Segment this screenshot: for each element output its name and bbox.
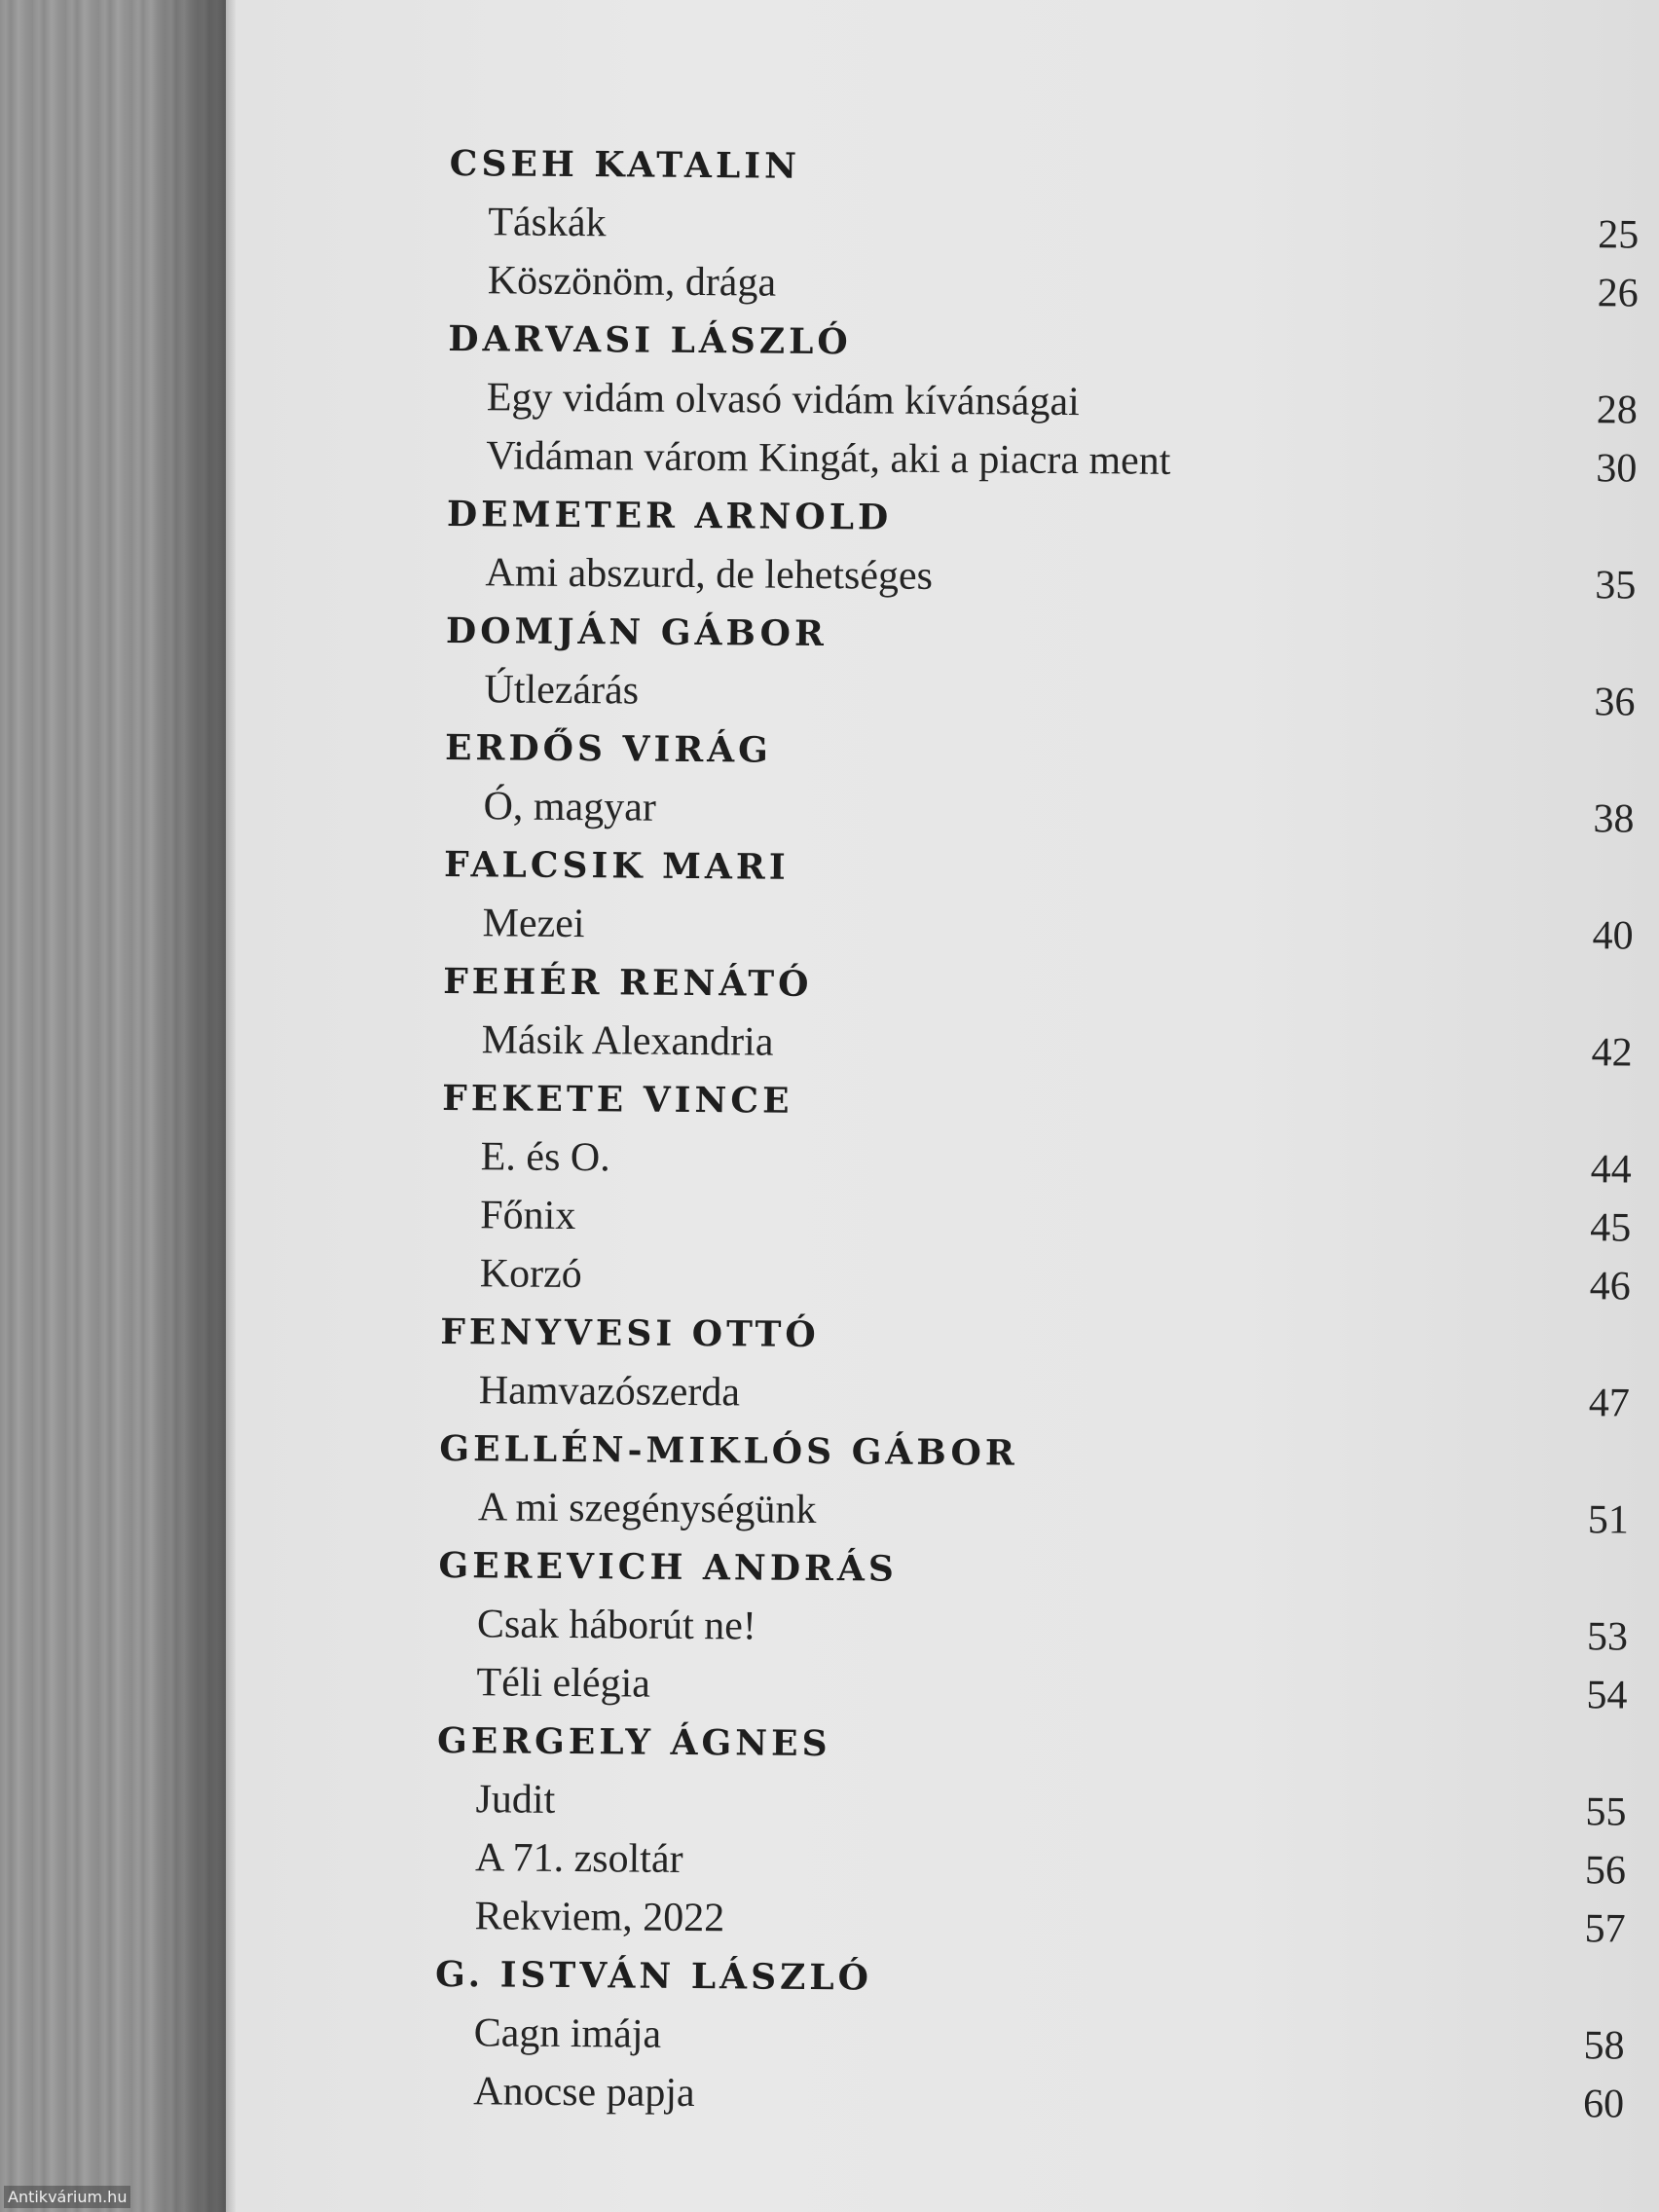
work-title: A 71. zsoltár bbox=[474, 1835, 683, 1882]
work-title: Ó, magyar bbox=[483, 784, 657, 830]
work-row bbox=[448, 368, 1659, 437]
author-name: FEKETE VINCE bbox=[442, 1077, 793, 1122]
work-row bbox=[441, 1244, 1659, 1313]
author-name: DOMJÁN GÁBOR bbox=[445, 609, 829, 655]
page-number: 57 bbox=[1584, 1906, 1626, 1952]
work-row bbox=[447, 426, 1659, 496]
toc-entry bbox=[437, 1536, 1659, 1722]
work-row bbox=[436, 1770, 1659, 1839]
page-number: 56 bbox=[1584, 1848, 1627, 1894]
author-name: ERDŐS VIRÁG bbox=[444, 726, 773, 771]
toc-entry bbox=[439, 1419, 1659, 1547]
author-name: GELLÉN-MIKLÓS GÁBOR bbox=[439, 1427, 1018, 1474]
work-row bbox=[435, 1887, 1659, 1956]
work-row bbox=[442, 1011, 1659, 1080]
page-number: 60 bbox=[1582, 2082, 1625, 2127]
page-number: 40 bbox=[1592, 913, 1634, 959]
page-number: 51 bbox=[1587, 1497, 1630, 1543]
table-of-contents bbox=[434, 134, 1659, 2131]
work-title: Hamvazószerda bbox=[478, 1368, 741, 1416]
page-number: 28 bbox=[1596, 387, 1638, 433]
toc-entry bbox=[444, 719, 1659, 846]
toc-entry bbox=[442, 952, 1659, 1080]
work-row bbox=[434, 2004, 1659, 2073]
work-title: Másik Alexandria bbox=[481, 1017, 774, 1065]
work-title: Főnix bbox=[480, 1193, 576, 1239]
page-number: 30 bbox=[1596, 446, 1638, 492]
work-title: A mi szegénységünk bbox=[477, 1485, 817, 1532]
work-row bbox=[442, 1127, 1659, 1197]
author-name: GEREVICH ANDRÁS bbox=[438, 1544, 899, 1590]
work-row bbox=[444, 777, 1659, 846]
page-number: 53 bbox=[1586, 1614, 1629, 1660]
page-number: 44 bbox=[1590, 1147, 1632, 1193]
work-title: Judit bbox=[475, 1777, 556, 1823]
toc-entry bbox=[447, 310, 1659, 496]
work-title: Anocse papja bbox=[473, 2069, 695, 2117]
page-number: 54 bbox=[1586, 1673, 1628, 1718]
work-row bbox=[445, 660, 1659, 729]
author-name: FALCSIK MARI bbox=[443, 843, 790, 888]
work-title: Cagn imája bbox=[473, 2010, 662, 2057]
work-row bbox=[440, 1361, 1659, 1430]
page-number: 58 bbox=[1583, 2023, 1625, 2069]
work-row bbox=[439, 1478, 1659, 1547]
work-row bbox=[434, 2062, 1659, 2131]
author-name: FEHÉR RENÁTÓ bbox=[443, 960, 813, 1005]
book-page bbox=[236, 0, 1659, 2212]
author-name: G. ISTVÁN LÁSZLÓ bbox=[434, 1953, 873, 1999]
work-title: Útlezárás bbox=[484, 667, 640, 714]
page-number: 36 bbox=[1594, 680, 1636, 725]
toc-entry bbox=[441, 1069, 1659, 1313]
work-row bbox=[437, 1653, 1659, 1722]
work-title: Táskák bbox=[488, 200, 607, 246]
work-row bbox=[449, 193, 1659, 262]
page-number: 45 bbox=[1590, 1205, 1632, 1251]
work-title: Egy vidám olvasó vidám kívánságai bbox=[486, 375, 1080, 425]
page-number: 55 bbox=[1585, 1789, 1627, 1835]
page-number: 35 bbox=[1595, 563, 1637, 608]
work-row bbox=[441, 1186, 1659, 1255]
page-number: 42 bbox=[1591, 1030, 1633, 1076]
work-title: Rekviem, 2022 bbox=[474, 1894, 725, 1941]
work-title: Korzó bbox=[479, 1251, 582, 1298]
toc-entry bbox=[435, 1712, 1659, 1956]
page-edge bbox=[226, 0, 236, 2212]
toc-entry bbox=[449, 134, 1659, 320]
author-name: GERGELY ÁGNES bbox=[436, 1719, 831, 1765]
toc-entry bbox=[443, 835, 1659, 963]
author-name: FENYVESI OTTÓ bbox=[440, 1310, 820, 1356]
work-title: Téli elégia bbox=[476, 1660, 651, 1707]
author-name: CSEH KATALIN bbox=[449, 142, 801, 187]
author-name: DARVASI LÁSZLÓ bbox=[448, 317, 852, 363]
watermark: Antikvárium.hu bbox=[4, 2186, 130, 2208]
toc-entry bbox=[445, 602, 1659, 729]
work-row bbox=[443, 894, 1659, 963]
page-number: 38 bbox=[1593, 796, 1635, 842]
work-title: Vidáman várom Kingát, aki a piacra ment bbox=[486, 433, 1171, 484]
work-title: Csak háborút ne! bbox=[476, 1602, 757, 1649]
work-row bbox=[449, 251, 1659, 320]
work-title: Köszönöm, drága bbox=[487, 258, 777, 306]
work-title: Mezei bbox=[482, 901, 585, 947]
toc-entry bbox=[446, 485, 1659, 612]
work-title: E. és O. bbox=[480, 1134, 610, 1181]
author-name: DEMETER ARNOLD bbox=[446, 493, 893, 538]
page-number: 46 bbox=[1589, 1264, 1631, 1309]
page-number: 26 bbox=[1597, 271, 1639, 316]
work-row bbox=[436, 1828, 1659, 1898]
work-row bbox=[438, 1595, 1659, 1664]
toc-entry bbox=[434, 1945, 1659, 2131]
page-number: 25 bbox=[1598, 212, 1640, 258]
work-row bbox=[446, 543, 1659, 612]
page-number: 47 bbox=[1588, 1381, 1630, 1426]
toc-entry bbox=[440, 1303, 1659, 1430]
wooden-background bbox=[0, 0, 226, 2212]
work-title: Ami abszurd, de lehetséges bbox=[485, 550, 934, 599]
